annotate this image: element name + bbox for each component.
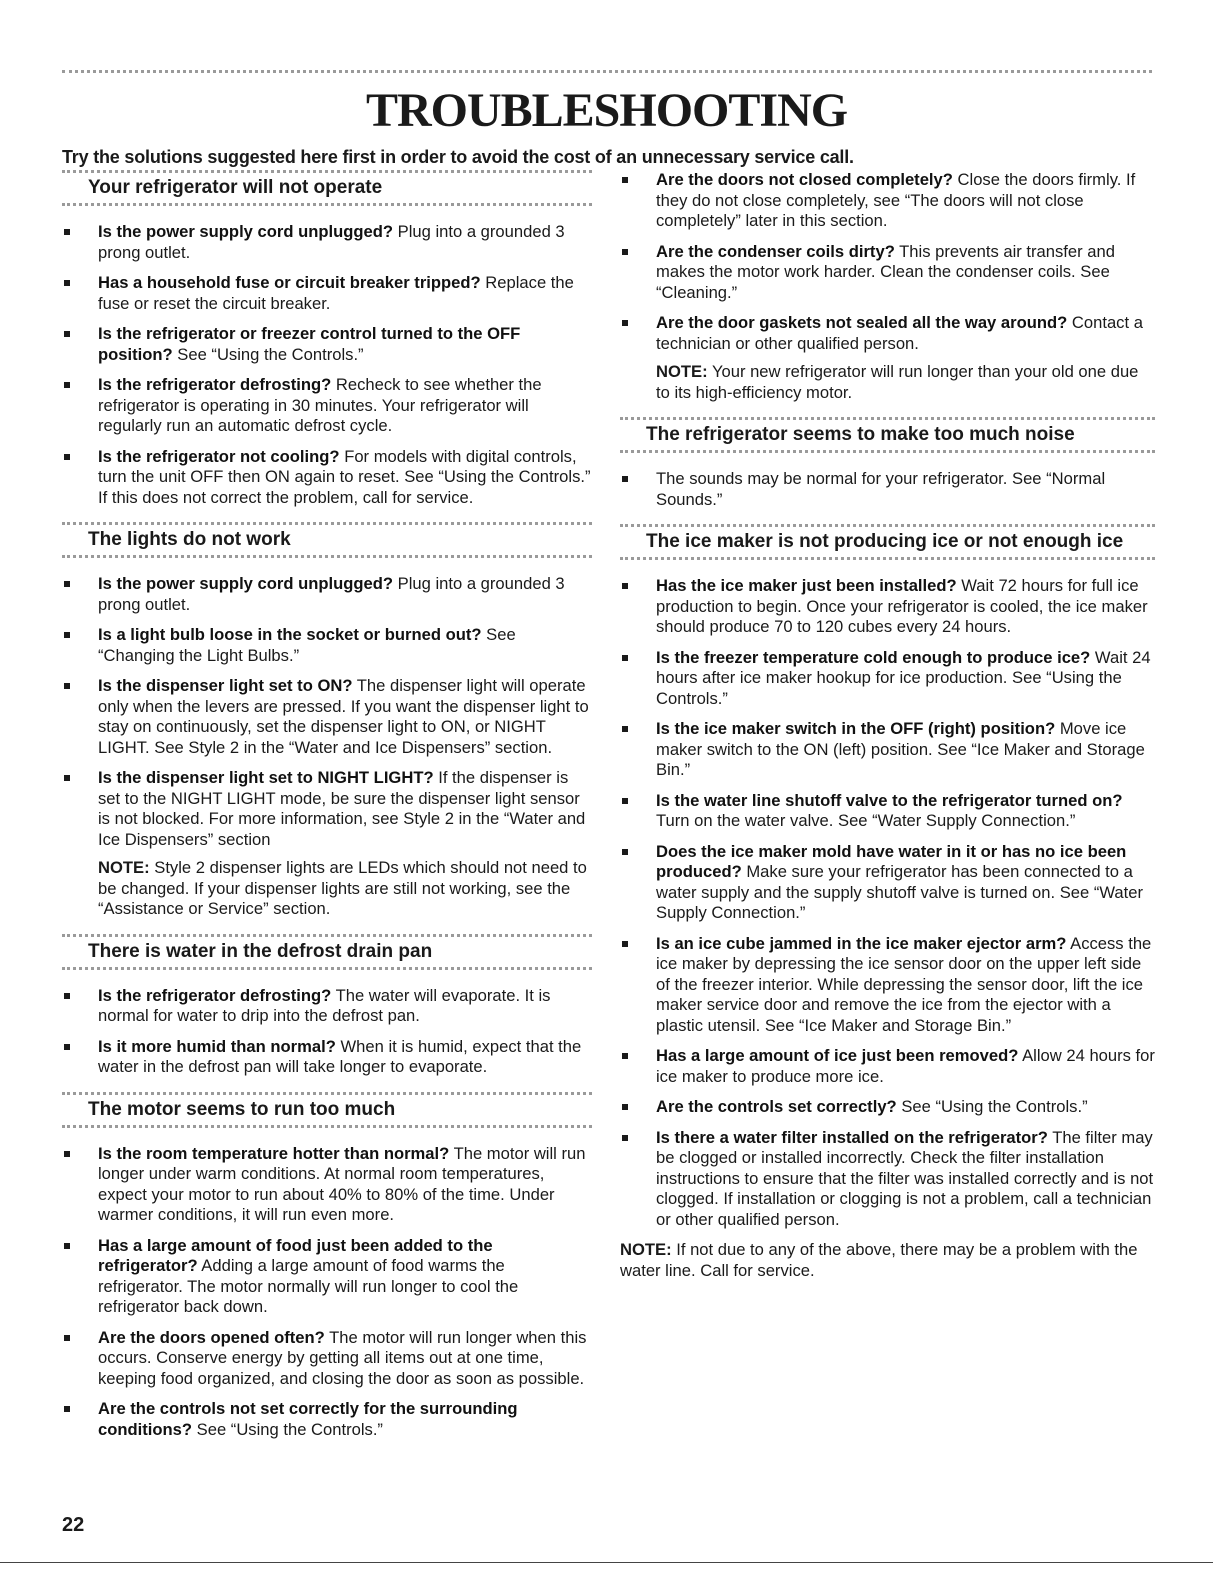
question: Is the freezer temperature cold enough to produce ice? — [656, 647, 1091, 667]
list-item — [62, 1399, 592, 1440]
section-title: The ice maker is not producing ice or not enough ice — [646, 531, 1124, 552]
list-item — [62, 273, 592, 314]
section-ice-maker — [620, 524, 1155, 1281]
list-item — [62, 574, 592, 615]
page-number: 22 — [62, 1514, 85, 1536]
section-defrost-pan — [62, 934, 592, 1078]
item-list — [620, 469, 1155, 510]
list-item — [62, 1144, 592, 1226]
section-motor-continued — [620, 170, 1155, 403]
section-title: The motor seems to run too much — [88, 1098, 396, 1120]
answer: The water will evaporate. It is normal for water to drip into the defrost pan. — [98, 985, 551, 1025]
answer: Move ice maker switch to the ON (left) position. See “Ice Maker and Storage Bin.” — [656, 719, 1145, 779]
section-rule — [62, 1125, 592, 1128]
answer: The motor will run longer under warm conditions. At normal room temperatures, expect your motor to run about 40% to 80% of the time. Under warmer conditions, it will run even more. — [98, 1143, 586, 1224]
answer: The filter may be clogged or installed incorrectly. Check the filter installation instructions to ensure that the filter was installed correctly and is not clogged. If installation or clogging is not a problem, call a technician or other qualified person. — [656, 1127, 1154, 1229]
section-rule — [62, 555, 592, 558]
list-item — [620, 934, 1155, 1037]
section-rule — [62, 967, 592, 970]
answer: Recheck to see whether the refrigerator is operating in 30 minutes. Your refrigerator will regularly run an automatic defrost cycle. — [98, 375, 542, 435]
answer: Wait 72 hours for full ice production to begin. Once your refrigerator is cooled, the ice maker should produce 70 to 120 cubes every 24 hours. — [656, 576, 1148, 636]
question: Is the dispenser light set to ON? — [98, 676, 353, 695]
list-item — [620, 842, 1155, 924]
section-title: The lights do not work — [88, 529, 291, 550]
list-item — [62, 375, 592, 437]
bullet-icon — [622, 726, 628, 732]
answer: Turn on the water valve. See “Water Supply Connection.” — [656, 811, 1076, 830]
question: Are the controls set correctly? — [656, 1097, 897, 1116]
list-item — [62, 324, 592, 365]
list-item — [620, 648, 1155, 710]
question: Is the refrigerator defrosting? — [98, 985, 332, 1005]
list-item — [620, 313, 1155, 354]
note — [656, 362, 1155, 403]
bullet-icon — [64, 632, 70, 638]
right-column — [620, 170, 1155, 1295]
list-item — [620, 719, 1155, 781]
bullet-icon — [64, 1243, 70, 1249]
answer: See “Changing the Light Bulbs.” — [98, 625, 516, 665]
list-item — [62, 1328, 592, 1390]
item-list — [620, 170, 1155, 354]
bullet-icon — [64, 382, 70, 388]
top-dotted-rule — [62, 70, 1152, 73]
question: Is the dispenser light set to NIGHT LIGHT? — [98, 768, 434, 787]
list-item — [62, 222, 592, 263]
answer: Contact a technician or other qualified person. — [656, 313, 1143, 353]
question: Are the doors not closed completely? — [656, 170, 953, 189]
answer: See “Using the Controls.” — [196, 1419, 383, 1439]
section-title: Your refrigerator will not operate — [88, 177, 383, 198]
list-item — [62, 447, 592, 509]
question: Has a household fuse or circuit breaker tripped? — [98, 273, 481, 292]
question: Has a large amount of food just been added to the refrigerator? — [98, 1235, 493, 1275]
answer: Replace the fuse or reset the circuit breaker. — [98, 273, 574, 313]
note — [620, 1240, 1155, 1281]
list-item — [620, 469, 1155, 510]
list-item — [62, 768, 592, 850]
section-rule — [620, 524, 1155, 527]
question: Is the ice maker switch in the OFF (right) position? — [656, 719, 1056, 738]
bullet-icon — [622, 941, 628, 947]
section-rule — [62, 203, 592, 206]
question: Has the ice maker just been installed? — [656, 576, 957, 595]
bullet-icon — [64, 229, 70, 235]
bullet-icon — [64, 775, 70, 781]
answer: Close the doors firmly. If they do not close completely, see “The doors will not close completely” later in this section. — [656, 170, 1136, 230]
section-title: There is water in the defrost drain pan — [88, 940, 433, 962]
section-title: The refrigerator seems to make too much noise — [646, 424, 1075, 445]
answer: The motor will run longer when this occurs. Conserve energy by getting all items out at one time, keeping food organized, and closing the door as soon as possible. — [98, 1327, 587, 1388]
answer: Adding a large amount of food warms the refrigerator. The motor normally will run longer to cool the refrigerator back down. — [98, 1256, 519, 1316]
bullet-icon — [622, 583, 628, 589]
list-item — [620, 1046, 1155, 1087]
list-item — [62, 625, 592, 666]
item-list — [62, 1144, 592, 1441]
question: Is the refrigerator or freezer control turned to the OFF position? — [98, 324, 521, 364]
answer: Plug into a grounded 3 prong outlet. — [98, 222, 565, 262]
note — [98, 858, 592, 920]
question: Are the doors opened often? — [98, 1327, 325, 1347]
intro-text: Try the solutions suggested here first in order to avoid the cost of an unnecessary service call. — [62, 147, 854, 167]
bullet-icon — [64, 1044, 70, 1050]
note-text: Your new refrigerator will run longer than your old one due to its high-efficiency motor. — [656, 362, 1139, 402]
question: Is the water line shutoff valve to the refrigerator turned on? — [656, 790, 1123, 810]
bullet-icon — [622, 798, 628, 804]
item-list — [620, 576, 1155, 1230]
answer: See “Using the Controls.” — [177, 344, 364, 364]
question: Does the ice maker mold have water in it or has no ice been produced? — [656, 841, 1127, 881]
answer: Allow 24 hours for ice maker to produce more ice. — [656, 1046, 1155, 1086]
bottom-rule — [0, 1562, 1213, 1563]
section-rule — [62, 934, 592, 937]
item-list — [62, 574, 592, 850]
question: Are the controls not set correctly for the surrounding conditions? — [98, 1399, 518, 1439]
bullet-icon — [622, 655, 628, 661]
list-item — [62, 1037, 592, 1078]
bullet-icon — [622, 1135, 628, 1141]
question: Is a light bulb loose in the socket or burned out? — [98, 625, 482, 644]
question: Is the refrigerator not cooling? — [98, 446, 340, 466]
bullet-icon — [622, 849, 628, 855]
note-label: NOTE: — [620, 1240, 672, 1259]
question: Has a large amount of ice just been removed? — [656, 1046, 1019, 1065]
bullet-icon — [64, 1151, 70, 1157]
question: Is an ice cube jammed in the ice maker ejector arm? — [656, 933, 1067, 953]
bullet-icon — [622, 249, 628, 255]
item-list — [62, 222, 592, 508]
section-will-not-operate — [62, 170, 592, 508]
item-list — [62, 986, 592, 1078]
question: Is the refrigerator defrosting? — [98, 375, 332, 394]
question: Is the power supply cord unplugged? — [98, 222, 394, 241]
section-lights — [62, 522, 592, 920]
answer: When it is humid, expect that the water in the defrost pan will take longer to evaporate. — [98, 1036, 582, 1076]
list-item — [62, 1236, 592, 1318]
answer: The sounds may be normal for your refrigerator. See “Normal Sounds.” — [656, 469, 1106, 509]
list-item — [62, 986, 592, 1027]
note-text: If not due to any of the above, there may be a problem with the water line. Call for service. — [620, 1240, 1138, 1280]
answer: Make sure your refrigerator has been connected to a water supply and the supply shutoff valve is turned on. See “Water Supply Connection.” — [656, 862, 1144, 922]
bullet-icon — [64, 454, 70, 460]
section-rule — [62, 522, 592, 525]
answer: The dispenser light will operate only when the levers are pressed. If you want the dispenser light to stay on continuously, set the dispenser light to ON, or NIGHT LIGHT. See Style 2 in the “Water and Ice Dispensers” section. — [98, 676, 589, 757]
bullet-icon — [622, 476, 628, 482]
bullet-icon — [622, 177, 628, 183]
answer: Wait 24 hours after ice maker hookup for ice production. See “Using the Controls.” — [656, 647, 1151, 708]
question: Is the room temperature hotter than normal? — [98, 1143, 450, 1163]
answer: Plug into a grounded 3 prong outlet. — [98, 574, 565, 614]
bullet-icon — [622, 1104, 628, 1110]
note-text: Style 2 dispenser lights are LEDs which should not need to be changed. If your dispenser lights are still not working, see the “Assistance or Service” section. — [98, 858, 587, 918]
page-title: TROUBLESHOOTING — [365, 84, 848, 137]
bullet-icon — [64, 280, 70, 286]
section-rule — [62, 170, 592, 173]
answer: See “Using the Controls.” — [901, 1097, 1088, 1116]
list-item — [62, 676, 592, 758]
list-item — [620, 791, 1155, 832]
question: Is it more humid than normal? — [98, 1036, 336, 1056]
bullet-icon — [622, 320, 628, 326]
bullet-icon — [64, 1335, 70, 1341]
question: Are the condenser coils dirty? — [656, 241, 895, 261]
section-rule — [620, 557, 1155, 560]
section-noise — [620, 417, 1155, 510]
bullet-icon — [64, 1406, 70, 1412]
list-item — [620, 576, 1155, 638]
question: Is there a water filter installed on the refrigerator? — [656, 1127, 1048, 1147]
note-label: NOTE: — [656, 362, 708, 381]
list-item — [620, 242, 1155, 304]
bullet-icon — [64, 331, 70, 337]
list-item — [620, 1128, 1155, 1231]
question: Is the power supply cord unplugged? — [98, 574, 394, 593]
section-rule — [620, 450, 1155, 453]
section-rule — [62, 1092, 592, 1095]
bullet-icon — [64, 683, 70, 689]
section-rule — [620, 417, 1155, 420]
left-column — [62, 170, 592, 1454]
answer: For models with digital controls, turn the unit OFF then ON again to reset. See “Using the Controls.” If this does not correct the problem, call for service. — [98, 446, 591, 507]
bullet-icon — [622, 1053, 628, 1059]
list-item — [620, 1097, 1155, 1118]
bullet-icon — [64, 581, 70, 587]
bullet-icon — [64, 993, 70, 999]
question: Are the door gaskets not sealed all the way around? — [656, 313, 1068, 332]
answer: If the dispenser is set to the NIGHT LIGHT mode, be sure the dispenser light sensor is not blocked. For more information, see Style 2 in the “Water and Ice Dispensers” section — [98, 768, 586, 849]
note-label: NOTE: — [98, 858, 150, 877]
section-motor — [62, 1092, 592, 1441]
answer: Access the ice maker by depressing the ice sensor door on the upper left side of the freezer interior. While depressing the sensor door, lift the ice maker service door and remove the ice from the ejector with a plastic utensil. See “Ice Maker and Storage Bin.” — [656, 933, 1152, 1035]
answer: This prevents air transfer and makes the motor work harder. Clean the condenser coils. See “Cleaning.” — [656, 241, 1115, 302]
list-item — [620, 170, 1155, 232]
